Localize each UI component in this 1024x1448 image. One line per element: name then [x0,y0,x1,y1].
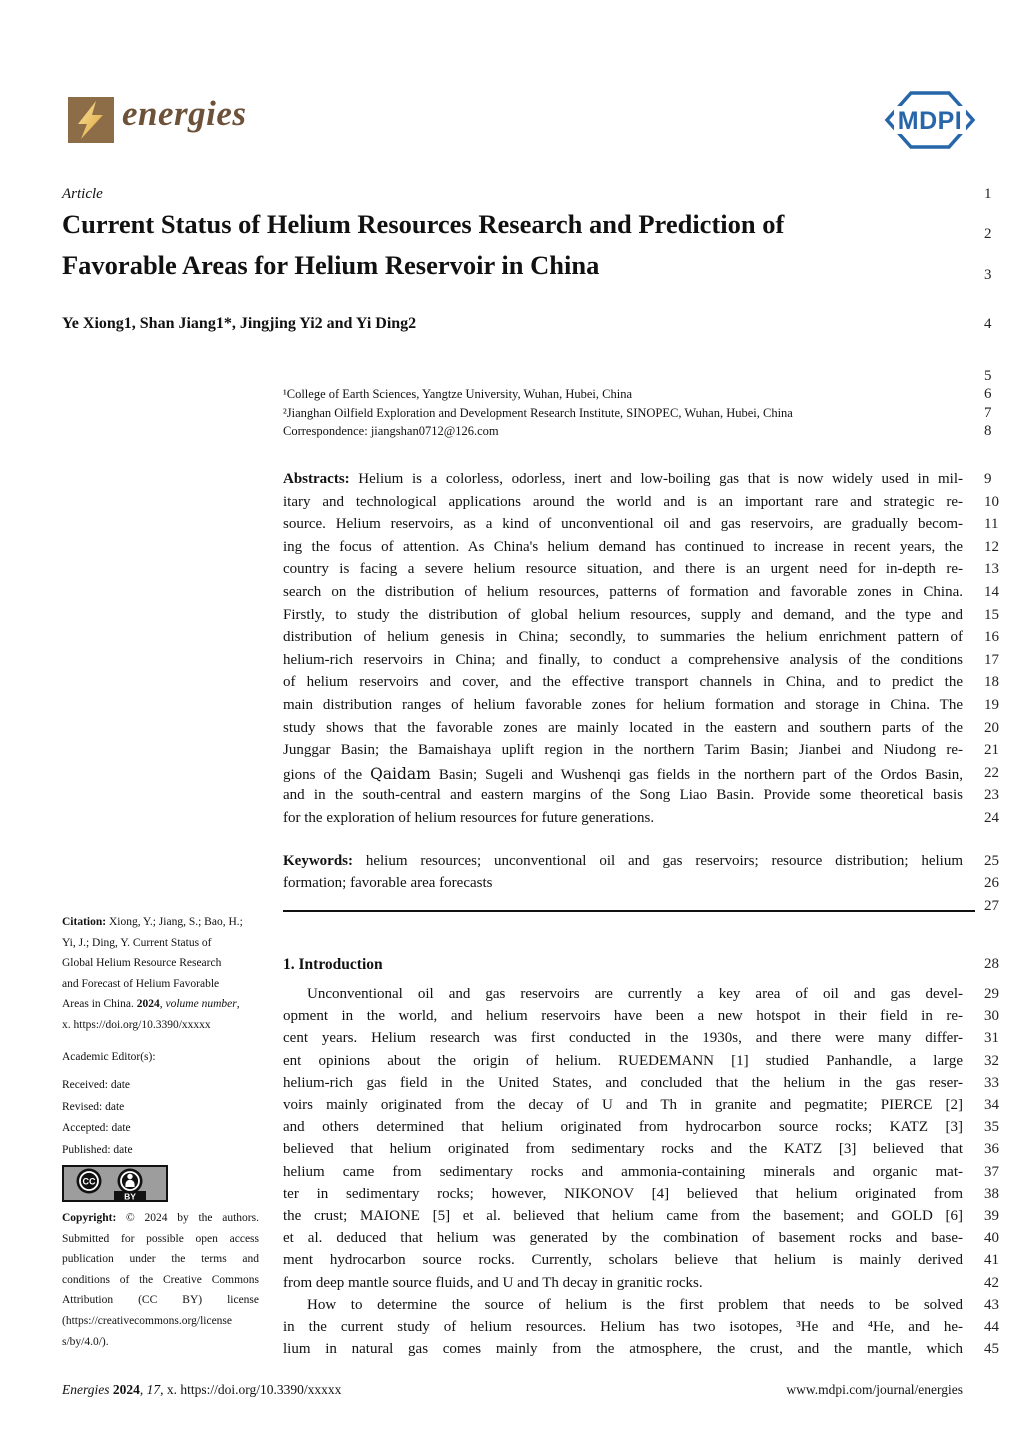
mdpi-logo [884,90,976,150]
text-line: of helium reservoirs and cover, and the effective transport channels in China, and to predict the [283,674,963,691]
by-label: BY [124,1191,136,1202]
line-number: 23 [984,787,999,804]
text-line: believed that helium originated from sedimentary rocks and the KATZ [3] believed that [283,1141,963,1158]
line-number: 36 [984,1141,999,1158]
text-line: Correspondence: jiangshan0712@126.com [283,423,499,438]
line-number: 4 [984,316,992,332]
line-number: 22 [984,764,999,781]
line-number: 19 [984,697,999,713]
text-line: distribution of helium genesis in China; secondly, to summaries the helium enrichment pattern of [283,629,963,646]
line-number: 20 [984,719,999,736]
text-line: ing the focus of attention. As China's helium demand has continued to increase in recent years, the [283,538,963,555]
line-number: 9 [984,471,992,487]
mdpi-wordmark: MDPI [897,107,963,135]
line-number: 5 [984,368,992,384]
text-line: Unconventional oil and gas reservoirs are currently a key area of oil and gas devel- [307,986,963,1002]
line-number: 17 [984,651,999,668]
line-number: 43 [984,1296,999,1313]
text-line: main distribution ranges of helium favorable zones for helium formation and storage in China. The [283,697,963,713]
text-line: et al. deduced that helium was generated by the combination of basement rocks and base- [283,1230,963,1247]
text-line: ter in sedimentary rocks; however, NIKONOV [4] believed that helium originated from [283,1185,963,1202]
line-number: 34 [984,1097,999,1113]
text-line: Firstly, to study the distribution of global helium resources, supply and demand, and the type and [283,606,963,623]
text-line: Abstracts: Helium is a colorless, odorless, inert and low-boiling gas that is now widely used in mil- [283,471,963,487]
text-line: Academic Editor(s): [62,1051,156,1063]
text-line: cent years. Helium research was first conducted in the 1930s, and there were many differ- [283,1030,963,1047]
text-line: www.mdpi.com/journal/energies [786,1382,963,1397]
text-line: ment hydrocarbon source rocks. Currently, scholars believe that helium is mainly derived [283,1252,963,1269]
text-line: Ye Xiong1, Shan Jiang1*, Jingjing Yi2 and Yi Ding2 [62,315,417,332]
text-line: ²Jianghan Oilfield Exploration and Development Research Institute, SINOPEC, Wuhan, Hubei, China [283,405,793,420]
text-line: and others determined that helium originated from hydrocarbon source rocks; KATZ [3] [283,1119,963,1136]
text-line: the crust; MAIONE [5] et al. believed that helium came from the basement; and GOLD [6] [283,1208,963,1224]
text-line: helium-rich reservoirs in China; and finally, to conduct a comprehensive analysis of the conditions [283,651,963,668]
energies-logo [68,97,114,143]
line-number: 38 [984,1185,999,1202]
line-number: 24 [984,810,999,826]
text-line: opment in the world, and helium reservoirs have been a new hotspot in their field in re- [283,1008,963,1025]
line-number: 30 [984,1008,999,1025]
line-number: 15 [984,606,999,623]
text-line: (https://creativecommons.org/license [62,1315,233,1327]
text-line: voirs mainly originated from the decay of U and Th in granite and pegmatite; PIERCE [2] [283,1097,963,1113]
text-line: Junggar Basin; the Bamaishaya uplift region in the northern Tarim Basin; Jianbei and Niudong re- [283,742,963,759]
text-line: country is facing a severe helium resource situation, and there is an urgent need for in-depth re- [283,561,963,578]
text-line: x. https://doi.org/10.3390/xxxxx [62,1019,211,1031]
line-number: 42 [984,1274,999,1291]
text-line: Submitted for possible open access [62,1232,259,1245]
line-number: 44 [984,1319,999,1335]
text-line: Copyright: © 2024 by the authors. [62,1212,259,1224]
text-line: Global Helium Resource Research [62,957,222,970]
line-number: 37 [984,1163,999,1180]
cc-by-license-badge [62,1165,168,1202]
text-line: study shows that the favorable zones are mainly located in the eastern and southern parts of the [283,719,963,736]
text-line: Citation: Xiong, Y.; Jiang, S.; Bao, H.; [62,916,243,928]
line-number: 26 [984,875,999,892]
cc-icon [77,1169,102,1194]
line-number: 41 [984,1252,999,1269]
text-line: How to determine the source of helium is the first problem that needs to be solved [307,1296,963,1313]
text-line: Attribution (CC BY) license [62,1294,259,1307]
section-divider-rule [283,910,975,912]
line-number: 27 [984,897,999,914]
text-line: helium-rich gas field in the United States, and concluded that the helium in the gas reser- [283,1074,963,1091]
text-line: Accepted: date [62,1122,131,1134]
line-number: 10 [984,493,999,510]
text-line: ent opinions about the origin of helium. RUEDEMANN [1] studied Panhandle, a large [283,1052,963,1069]
text-line: ¹College of Earth Sciences, Yangtze University, Wuhan, Hubei, China [283,387,633,402]
text-line: Current Status of Helium Resources Research and Prediction of [62,209,785,239]
line-number: 3 [984,267,992,283]
text-line: Yi, J.; Ding, Y. Current Status of [62,936,212,949]
text-line: 1. Introduction [283,956,383,973]
line-number: 1 [984,186,992,202]
line-number: 25 [984,853,999,869]
text-line: lium in natural gas comes mainly from the atmosphere, the crust, and the mantle, which [283,1341,963,1358]
text-line: search on the distribution of helium resources, patterns of formation and favorable zones in China. [283,584,963,600]
journal-name: energies [122,94,247,133]
line-number: 6 [984,386,992,403]
line-number: 32 [984,1052,999,1069]
text-line: for the exploration of helium resources for future generations. [283,810,655,826]
text-line: and in the south-central and eastern margins of the Song Liao Basin. Provide some theoretical basis [283,787,963,804]
line-number: 45 [984,1341,999,1358]
line-number: 8 [984,422,992,439]
text-line: and Forecast of Helium Favorable [62,977,220,990]
text-line: Favorable Areas for Helium Reservoir in China [62,250,600,280]
line-number: 39 [984,1208,999,1224]
line-number: 7 [984,404,992,421]
text-line: publication under the terms and [62,1253,259,1266]
line-number: 29 [984,986,999,1002]
line-number: 40 [984,1230,999,1247]
text-line: formation; favorable area forecasts [283,875,493,892]
svg-text:CC: CC [82,1176,96,1187]
lightning-bolt-icon [68,97,114,143]
line-number: 35 [984,1119,999,1136]
line-number: 2 [984,226,992,242]
text-line: Published: date [62,1143,133,1156]
text-line: Revised: date [62,1100,125,1113]
line-number: 33 [984,1074,999,1091]
text-line: itary and technological applications around the world and is an important rare and strategic re- [283,493,963,510]
line-number: 14 [984,584,999,600]
text-line: conditions of the Creative Commons [62,1273,259,1286]
text-line: helium came from sedimentary rocks and ammonia-containing minerals and organic mat- [283,1163,963,1180]
text-line: from deep mantle source fluids, and U and Th decay in granitic rocks. [283,1274,703,1291]
text-line: Article [62,186,103,202]
line-number: 13 [984,561,999,578]
person-by-icon [118,1169,143,1194]
text-line: source. Helium reservoirs, as a kind of unconventional oil and gas reservoirs, are gradually becom- [283,516,963,533]
line-number: 16 [984,629,999,646]
line-number: 31 [984,1030,999,1047]
line-number: 21 [984,742,999,759]
line-number: 18 [984,674,999,691]
line-number: 12 [984,538,999,555]
text-line: Areas in China. 2024, volume number, [62,998,240,1011]
text-line: Keywords: helium resources; unconventional oil and gas reservoirs; resource distribution; helium [283,853,963,869]
text-line: Received: date [62,1079,131,1091]
text-line: gions of the Qaidam Basin; Sugeli and Wushenqi gas fields in the northern part of the Ordos Basin, [283,764,963,783]
text-line: Energies 2024, 17, x. https://doi.org/10.3390/xxxxx [62,1382,342,1397]
text-line: s/by/4.0/). [62,1335,109,1348]
text-line: in the current study of helium resources. Helium has two isotopes, ³He and ⁴He, and he- [283,1319,963,1335]
line-number: 28 [984,956,999,972]
line-number: 11 [984,516,999,533]
